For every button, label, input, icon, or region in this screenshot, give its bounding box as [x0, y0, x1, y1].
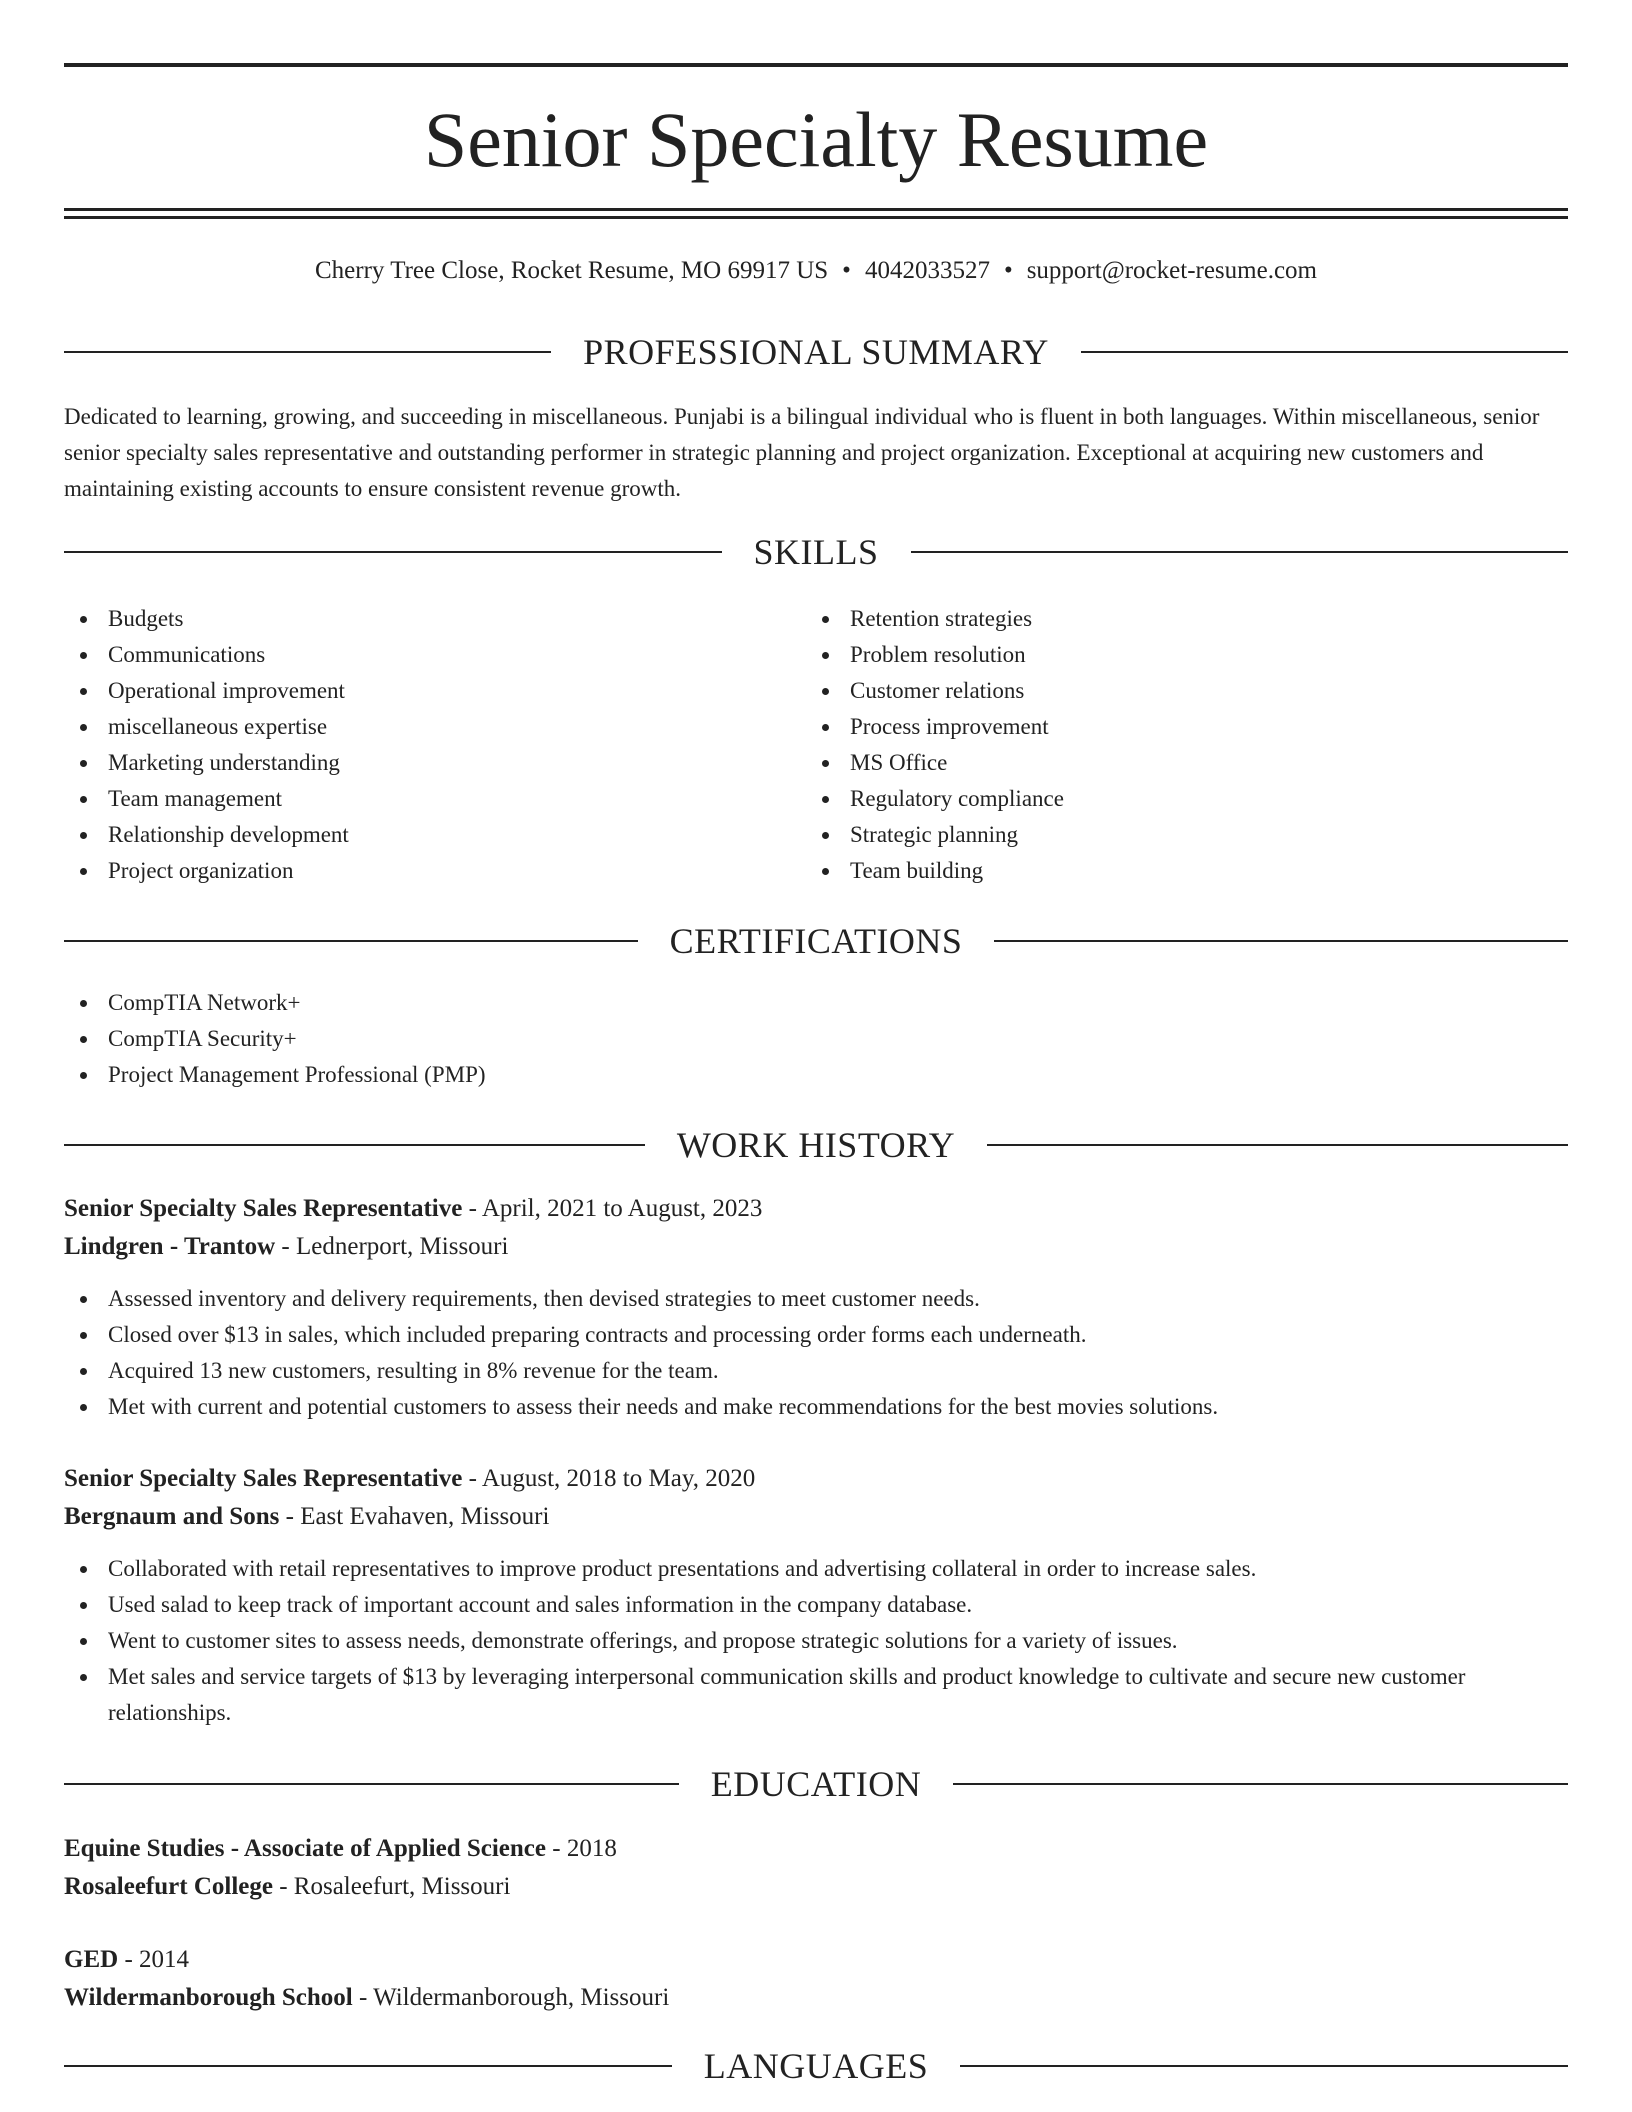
heading-rule — [911, 551, 1569, 553]
degree-line — [64, 1830, 1568, 1868]
education-entry — [64, 1941, 1568, 2017]
dash: - — [546, 1835, 567, 1862]
job-company: Lindgren - Trantow — [64, 1233, 276, 1260]
list-item: Marketing understanding — [64, 745, 804, 781]
job-company-line — [64, 1228, 1568, 1266]
dash: - — [352, 1984, 374, 2011]
school-line — [64, 1979, 1568, 2017]
section-heading-languages — [64, 2044, 1568, 2088]
school-name: Wildermanborough School — [64, 1984, 353, 2011]
graduation-year: 2018 — [566, 1835, 617, 1862]
job-location: Lednerport, Missouri — [295, 1233, 509, 1260]
heading-rule — [994, 940, 1568, 942]
contact-separator: • — [1003, 257, 1013, 284]
summary-text: Dedicated to learning, growing, and succeeding in miscellaneous. Punjabi is a bilingual individual who is fluent in both languages. Within miscellaneous, senior senior specialty sales representative and outstanding performer in strategic planning and project organization. Exceptional at acquiring new customers and maintaining existing accounts to ensure consistent revenue growth. — [64, 404, 1540, 501]
list-item: Team management — [64, 781, 804, 817]
job-bullets — [64, 1281, 1568, 1425]
list-item: Relationship development — [64, 817, 804, 853]
degree: Equine Studies - Associate of Applied Science — [64, 1835, 546, 1862]
skills-column-left — [64, 601, 804, 889]
list-item: Acquired 13 new customers, resulting in 8% revenue for the team. — [64, 1353, 1568, 1389]
school-location: Wildermanborough, Missouri — [373, 1984, 670, 2011]
dash: - — [272, 1873, 294, 1900]
list-item: Met sales and service targets of $13 by leveraging interpersonal communication skills and product knowledge to cultivate and secure new customer relationships. — [64, 1659, 1568, 1731]
certifications-block — [64, 985, 1568, 1093]
list-item: Communications — [64, 637, 804, 673]
skills-column-right — [806, 601, 1546, 889]
contact-email: support@rocket-resume.com — [1026, 257, 1317, 284]
list-item: Project Management Professional (PMP) — [64, 1057, 1568, 1093]
list-item: Operational improvement — [64, 673, 804, 709]
list-item: Problem resolution — [806, 637, 1546, 673]
job-entry — [64, 1460, 1568, 1731]
skills-list — [64, 601, 804, 889]
title-rule-lower — [64, 216, 1568, 219]
section-heading-summary — [64, 330, 1568, 374]
list-item: Assessed inventory and delivery requirements, then devised strategies to meet customer needs. — [64, 1281, 1568, 1317]
section-heading-work — [64, 1123, 1568, 1167]
heading-rule — [64, 1783, 679, 1785]
heading-rule — [1081, 351, 1568, 353]
section-title: EDUCATION — [710, 1764, 922, 1804]
list-item: CompTIA Network+ — [64, 985, 1568, 1021]
job-title-line — [64, 1460, 1568, 1498]
school-name: Rosaleefurt College — [64, 1873, 273, 1900]
heading-rule — [64, 940, 638, 942]
job-company-line — [64, 1498, 1568, 1536]
job-entry — [64, 1190, 1568, 1425]
section-heading-certifications — [64, 919, 1568, 963]
section-heading-skills — [64, 530, 1568, 574]
heading-rule — [987, 1144, 1568, 1146]
list-item: Collaborated with retail representatives to improve product presentations and advertising collateral in order to increase sales. — [64, 1551, 1568, 1587]
list-item: Closed over $13 in sales, which included preparing contracts and processing order forms each underneath. — [64, 1317, 1568, 1353]
list-item: miscellaneous expertise — [64, 709, 804, 745]
section-title: PROFESSIONAL SUMMARY — [583, 332, 1049, 372]
list-item: Budgets — [64, 601, 804, 637]
section-title: CERTIFICATIONS — [669, 921, 963, 961]
list-item: Met with current and potential customers to assess their needs and make recommendations for the best movies solutions. — [64, 1389, 1568, 1425]
certifications-list — [64, 985, 1568, 1093]
list-item: Customer relations — [806, 673, 1546, 709]
contact-phone: 4042033527 — [864, 257, 990, 284]
heading-rule — [960, 2065, 1568, 2067]
dash: - — [462, 1195, 482, 1222]
list-item: Regulatory compliance — [806, 781, 1546, 817]
heading-rule — [64, 2065, 672, 2067]
heading-rule — [953, 1783, 1568, 1785]
heading-rule — [64, 351, 551, 353]
job-company: Bergnaum and Sons — [64, 1503, 280, 1530]
degree-line — [64, 1941, 1568, 1979]
title-rule-upper — [64, 208, 1568, 211]
list-item: MS Office — [806, 745, 1546, 781]
resume-title: Senior Specialty Resume — [423, 96, 1209, 183]
list-item: Used salad to keep track of important account and sales information in the company database. — [64, 1587, 1568, 1623]
list-item: Went to customer sites to assess needs, demonstrate offerings, and propose strategic solutions for a variety of issues. — [64, 1623, 1568, 1659]
list-item: Strategic planning — [806, 817, 1546, 853]
section-title: SKILLS — [753, 532, 879, 572]
contact-separator: • — [842, 257, 851, 284]
job-dates: August, 2018 to May, 2020 — [481, 1465, 756, 1492]
list-item: Process improvement — [806, 709, 1546, 745]
job-title-line — [64, 1190, 1568, 1228]
section-title: LANGUAGES — [703, 2046, 929, 2086]
job-bullets — [64, 1551, 1568, 1731]
top-rule — [64, 63, 1568, 67]
heading-rule — [64, 1144, 645, 1146]
school-location: Rosaleefurt, Missouri — [293, 1873, 511, 1900]
job-location: East Evahaven, Missouri — [300, 1503, 550, 1530]
list-item: Team building — [806, 853, 1546, 889]
contact-line — [64, 254, 1568, 288]
section-heading-education — [64, 1762, 1568, 1806]
dash: - — [279, 1503, 301, 1530]
dash: - — [462, 1465, 482, 1492]
list-item: Retention strategies — [806, 601, 1546, 637]
skills-list — [806, 601, 1546, 889]
section-title: WORK HISTORY — [676, 1125, 956, 1165]
job-title: Senior Specialty Sales Representative — [64, 1465, 463, 1492]
list-item: CompTIA Security+ — [64, 1021, 1568, 1057]
heading-rule — [64, 551, 722, 553]
graduation-year: 2014 — [139, 1946, 190, 1973]
degree: GED — [64, 1946, 119, 1973]
list-item: Project organization — [64, 853, 804, 889]
school-line — [64, 1868, 1568, 1906]
education-entry — [64, 1830, 1568, 1906]
job-dates: April, 2021 to August, 2023 — [481, 1195, 763, 1222]
dash: - — [118, 1946, 140, 1973]
job-title: Senior Specialty Sales Representative — [64, 1195, 463, 1222]
contact-address: Cherry Tree Close, Rocket Resume, MO 69917 US — [315, 257, 829, 284]
dash: - — [275, 1233, 296, 1260]
